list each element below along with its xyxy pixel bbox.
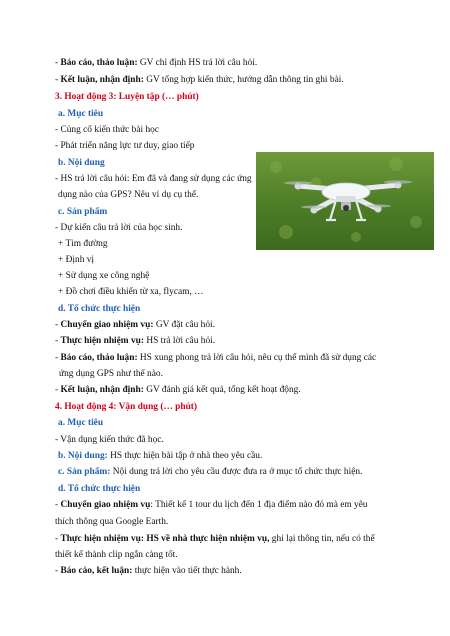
document-line	[55, 335, 215, 347]
text-run: - Củng cố kiến thức bài học	[55, 125, 160, 135]
document-line	[55, 434, 164, 446]
text-run: -	[55, 320, 61, 330]
text-run: -	[55, 58, 61, 68]
text-run: - Phát triển năng lực tư duy, giao tiếp	[55, 141, 195, 151]
text-run: + Sử dụng xe công nghệ	[58, 271, 150, 281]
text-run: Kết luận, nhận định:	[60, 385, 144, 395]
document-line	[55, 173, 252, 185]
text-run: a. Mục tiêu	[58, 109, 104, 119]
text-run: 3. Hoạt động 3: Luyện tập (… phút)	[55, 92, 199, 102]
text-run: b. Nội dung:	[58, 451, 108, 461]
text-run: d. Tổ chức thực hiện	[58, 304, 141, 314]
document-line	[58, 270, 149, 282]
document-line	[55, 91, 199, 103]
text-run: ghi lại thông tin, nếu có thể	[269, 534, 375, 544]
text-run: Báo cáo, thảo luận:	[60, 58, 138, 68]
text-run: -	[55, 353, 61, 363]
document-line	[58, 483, 140, 495]
text-run: d. Tổ chức thực hiện	[58, 484, 141, 494]
document-line	[58, 417, 103, 429]
document-line	[55, 352, 376, 364]
text-run: c. Sản phẩm	[58, 207, 108, 217]
text-run: HS xung phong trả lời câu hỏi, nêu cụ thể mình đã sử dụng các	[137, 353, 377, 363]
text-run: thích thông qua Google Earth.	[55, 517, 169, 527]
text-run: - HS trả lời câu hỏi: Em đã và đang sử dụng các ứng	[55, 174, 252, 184]
text-run: 4. Hoạt động 4: Vận dụng (… phút)	[55, 402, 198, 412]
document-line	[55, 384, 301, 396]
text-run: thực hiện vào tiết thực hành.	[132, 566, 242, 576]
document-line	[55, 533, 375, 545]
text-run: -	[55, 75, 61, 85]
text-run: Báo cáo, kết luận:	[60, 566, 133, 576]
document-line	[55, 319, 215, 331]
text-run: Thực hiện nhiệm vụ: HS về nhà thực hiện nhiệm vụ,	[60, 534, 270, 544]
text-run: Chuyển giao nhiệm vụ	[60, 500, 151, 510]
document-line	[55, 516, 168, 528]
text-run: c. Sản phẩm:	[58, 467, 111, 477]
text-run: + Tìm đường	[58, 239, 108, 249]
document-line	[58, 450, 262, 462]
document-line	[58, 206, 107, 218]
text-run: + Định vị	[58, 255, 95, 265]
text-run: dụng nào của GPS? Nêu ví dụ cụ thể.	[58, 190, 199, 200]
document-line	[58, 238, 108, 250]
text-run: -	[55, 385, 61, 395]
document-line	[55, 549, 178, 561]
text-run: -	[55, 500, 61, 510]
text-run: a. Mục tiêu	[58, 418, 104, 428]
document-line	[55, 140, 194, 152]
text-run: -	[55, 534, 61, 544]
text-run: GV đặt câu hỏi.	[153, 320, 216, 330]
document-line	[58, 303, 140, 315]
document-line	[55, 401, 197, 413]
text-run: HS thực hiện bài tập ở nhà theo yêu cầu.	[107, 451, 263, 461]
document-line	[55, 57, 257, 69]
text-run: Báo cáo, thảo luận:	[60, 353, 138, 363]
text-run: Kết luận, nhận định:	[60, 75, 144, 85]
text-run: GV tổng hợp kiến thức, hướng dẫn thông tin ghi bài.	[143, 75, 344, 85]
text-run: ứng dụng GPS như thế nào.	[59, 369, 163, 379]
document-line	[58, 254, 94, 266]
document-line	[55, 222, 182, 234]
text-run: - Vận dụng kiến thức đã học.	[55, 435, 164, 445]
drone-photo	[256, 152, 434, 250]
document-line	[58, 108, 103, 120]
text-run: thiết kế thành clip ngắn càng tốt.	[55, 550, 178, 560]
document-line	[58, 157, 105, 169]
document-line	[55, 499, 368, 511]
document-line	[55, 124, 159, 136]
document-line	[58, 189, 198, 201]
document-line	[55, 565, 242, 577]
text-run: - Dự kiến câu trả lời của học sinh.	[55, 223, 183, 233]
text-run: Thực hiện nhiệm vụ:	[60, 336, 144, 346]
text-run: -	[55, 336, 61, 346]
document-line	[55, 74, 344, 86]
document-line	[58, 466, 362, 478]
text-run: + Đồ chơi điều khiển từ xa, flycam, …	[58, 287, 204, 297]
text-run: : Thiết kế 1 tour du lịch đến 1 địa điểm nào đó mà em yêu	[150, 500, 368, 510]
text-run: -	[55, 566, 61, 576]
text-run: Chuyển giao nhiệm vụ:	[60, 320, 154, 330]
document-line	[59, 368, 163, 380]
text-run: b. Nội dung	[58, 158, 105, 168]
text-run: Nội dung trả lời cho yêu cầu được đưa ra ở mục tổ chức thực hiện.	[110, 467, 363, 477]
document-line	[58, 286, 204, 298]
text-run: HS trả lời câu hỏi.	[143, 336, 216, 346]
text-run: GV chỉ định HS trả lời câu hỏi.	[137, 58, 258, 68]
text-run: GV đánh giá kết quả, tổng kết hoạt động.	[143, 385, 301, 395]
